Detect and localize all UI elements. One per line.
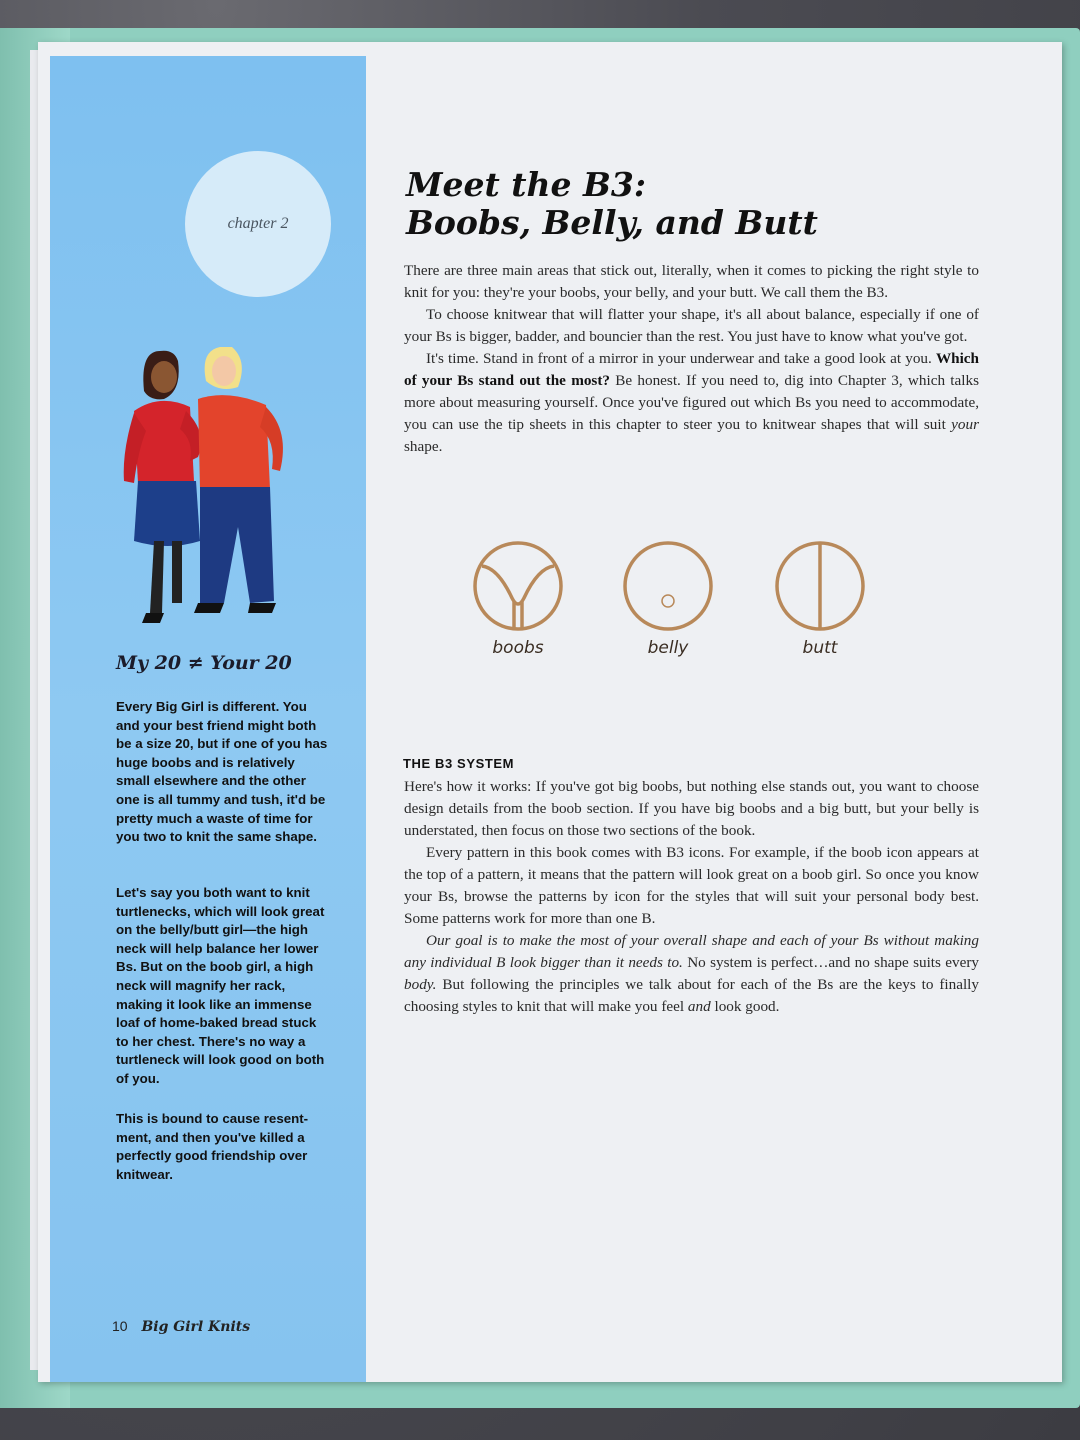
- sidebar-paragraph-2: Let's say you both want to knit turtlenecks, which will look great on the belly/butt girl—the high neck will help balance her lower Bs. But on the boob girl, a high neck will magnify her rack, making it look like an immense loaf of home-baked bread stuck to her chest. There's no way a turtleneck will look good on both of you.: [116, 885, 325, 1086]
- chapter-badge: [185, 151, 331, 297]
- boobs-icon-group: [468, 538, 568, 658]
- belly-icon: [620, 538, 716, 634]
- section-heading: THE B3 SYSTEM: [403, 756, 515, 771]
- belly-label: belly: [647, 638, 689, 658]
- two-women-illustration: [120, 341, 320, 631]
- intro-paragraph-1: There are three main areas that stick out, literally, when it comes to picking the right style to knit for you: they're your boobs, your belly, and your butt. We call them the B3.: [404, 262, 979, 301]
- page-footer: [112, 1318, 250, 1335]
- sidebar-title: My 20 ≠ Your 20: [116, 652, 292, 674]
- page-number: 10: [112, 1318, 128, 1334]
- system-paragraph-1: Here's how it works: If you've got big boobs, but nothing else stands out, you want to choose design details from the boob section. If you have big boobs and a big butt, but your belly is understated, then focus on those two sections of the book.: [404, 778, 979, 839]
- system-paragraph-3: Our goal is to make the most of your overall shape and each of your Bs without making any individual B look bigger than it needs to. No system is perfect…and no shape suits every body. But following the principles we talk about for each of the Bs are the keys to finally choosing styles to knit that will make you feel and look good.: [404, 932, 979, 1015]
- sidebar-paragraph-3: This is bound to cause resent-ment, and then you've killed a perfectly good friendship over knitwear.: [116, 1111, 309, 1182]
- intro-paragraph-2: To choose knitwear that will flatter your shape, it's all about balance, especially if one of your Bs is bigger, badder, and bouncier than the rest. You just have to know what you've got.: [404, 306, 979, 345]
- butt-icon: [772, 538, 868, 634]
- sidebar-panel: [50, 56, 366, 1382]
- system-text: [404, 776, 979, 1018]
- system-paragraph-2: Every pattern in this book comes with B3 icons. For example, if the boob icon appears at the top of a pattern, it means that the pattern will look great on a boob girl. So once you know your Bs, browse the patterns by icon for the styles that will suit your personal body best. Some patterns work for more than one B.: [404, 844, 979, 927]
- title-line-2: Boobs, Belly, and Butt: [406, 203, 818, 242]
- boobs-label: boobs: [492, 638, 544, 658]
- b3-icons: [468, 538, 888, 678]
- bold-question: Which of your Bs stand out the most?: [404, 350, 979, 389]
- belly-icon-group: [618, 538, 718, 658]
- book-title: Big Girl Knits: [141, 1319, 251, 1335]
- book-page: [38, 42, 1062, 1382]
- sidebar-paragraph-1: Every Big Girl is different. You and your best friend might both be a size 20, but if one of you has huge boobs and is relatively small elsewhere and the other one is all tummy and tush, it'd be pretty much a waste of time for you two to knit the same shape.: [116, 699, 328, 845]
- boobs-icon: [470, 538, 566, 634]
- butt-label: butt: [802, 638, 838, 658]
- chapter-label: chapter 2: [227, 215, 289, 232]
- title-line-1: Meet the B3:: [406, 165, 647, 204]
- intro-paragraph-3: It's time. Stand in front of a mirror in your underwear and take a good look at you. Which of your Bs stand out the most? Be honest. If you need to, dig into Chapter 3, which talks more about measuring yourself. Once you've figured out which Bs you need to accommodate, you can use the tip sheets in this chapter to steer you to knitwear shapes that will suit your shape.: [404, 350, 979, 455]
- intro-text: [404, 260, 979, 458]
- butt-icon-group: [770, 538, 870, 658]
- page-title: [406, 166, 926, 242]
